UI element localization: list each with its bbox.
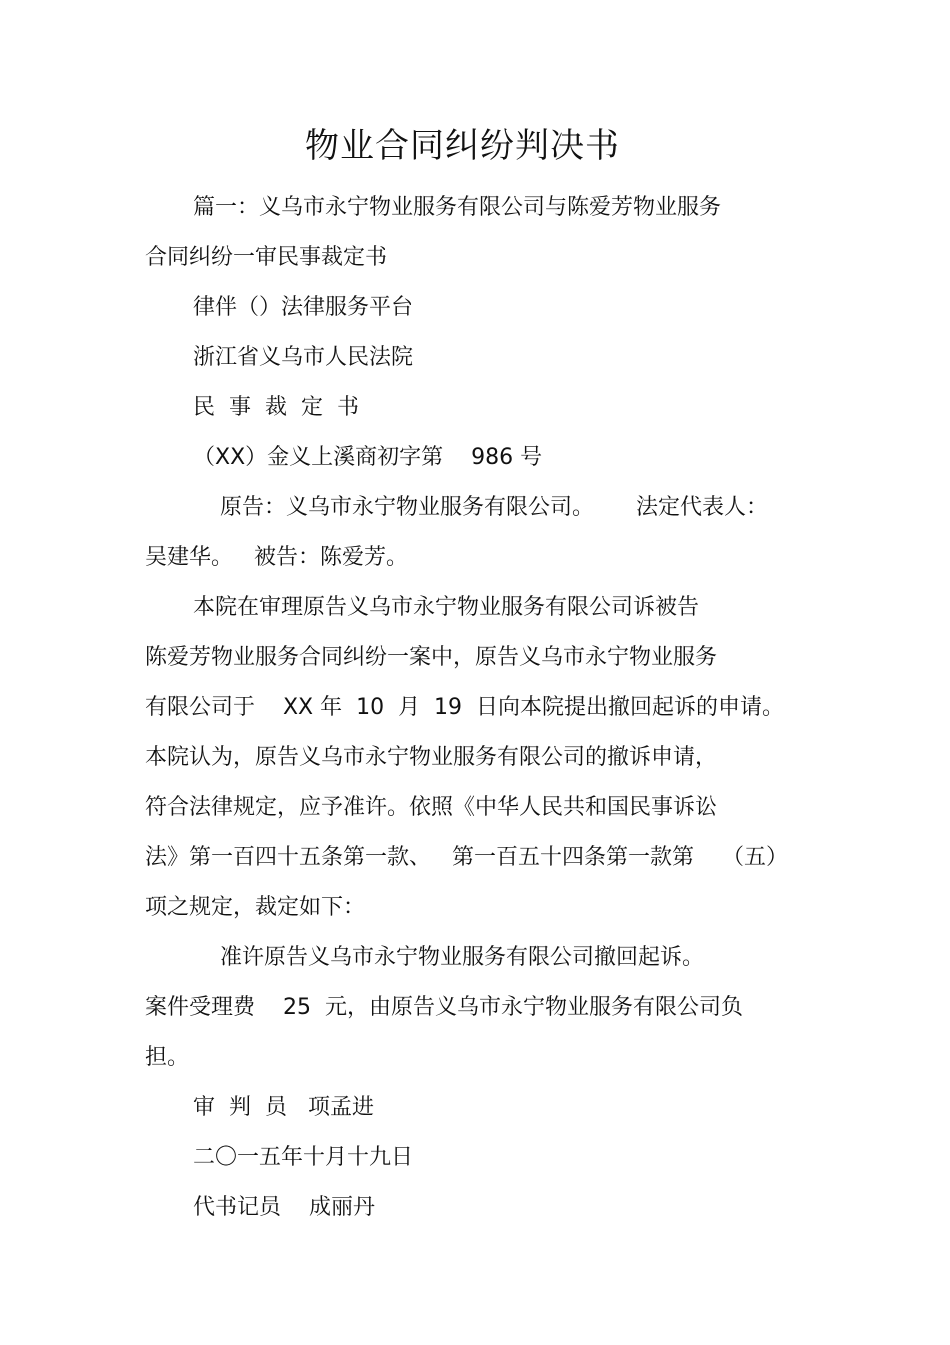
paragraph-line: 本院在审理原告义乌市永宁物业服务有限公司诉被告: [193, 595, 700, 620]
paragraph-line: 法》第一百四十五条第一款、 第一百五十四条第一款第 （五）: [145, 845, 788, 870]
paragraph-line: 律伴（）法律服务平台: [193, 295, 414, 320]
paragraph-line: 浙江省义乌市人民法院: [193, 345, 414, 370]
paragraph-line: 担。: [145, 1045, 190, 1070]
signature-date: 二〇一五年十月十九日: [193, 1145, 414, 1170]
paragraph-line: 本院认为，原告义乌市永宁物业服务有限公司的撤诉申请，: [145, 745, 718, 770]
paragraph-line: 有限公司于 XX 年 10 月 19 日向本院提出撤回起诉的申请。: [145, 695, 785, 720]
paragraph-line: 项之规定，裁定如下：: [145, 895, 366, 920]
paragraph-line: 符合法律规定，应予准许。依照《中华人民共和国民事诉讼: [145, 795, 718, 820]
paragraph-line: 民 事 裁 定 书: [193, 395, 359, 420]
paragraph-line: 原告：义乌市永宁物业服务有限公司。 法定代表人：: [220, 495, 768, 520]
document-title: 物业合同纠纷判决书: [305, 126, 620, 166]
paragraph-line: 合同纠纷一审民事裁定书: [145, 245, 388, 270]
signature-clerk: 代书记员 成丽丹: [193, 1195, 375, 1220]
paragraph-line: 吴建华。 被告：陈爱芳。: [145, 545, 408, 570]
paragraph-line: 陈爱芳物业服务合同纠纷一案中，原告义乌市永宁物业服务: [145, 645, 718, 670]
paragraph-line: 案件受理费 25 元，由原告义乌市永宁物业服务有限公司负: [145, 995, 743, 1020]
paragraph-line: （XX）金义上溪商初字第 986 号: [193, 445, 543, 470]
paragraph-line: 篇一：义乌市永宁物业服务有限公司与陈爱芳物业服务: [193, 195, 722, 220]
signature-judge: 审 判 员 项孟进: [193, 1095, 374, 1120]
paragraph-line: 准许原告义乌市永宁物业服务有限公司撤回起诉。: [220, 945, 705, 970]
